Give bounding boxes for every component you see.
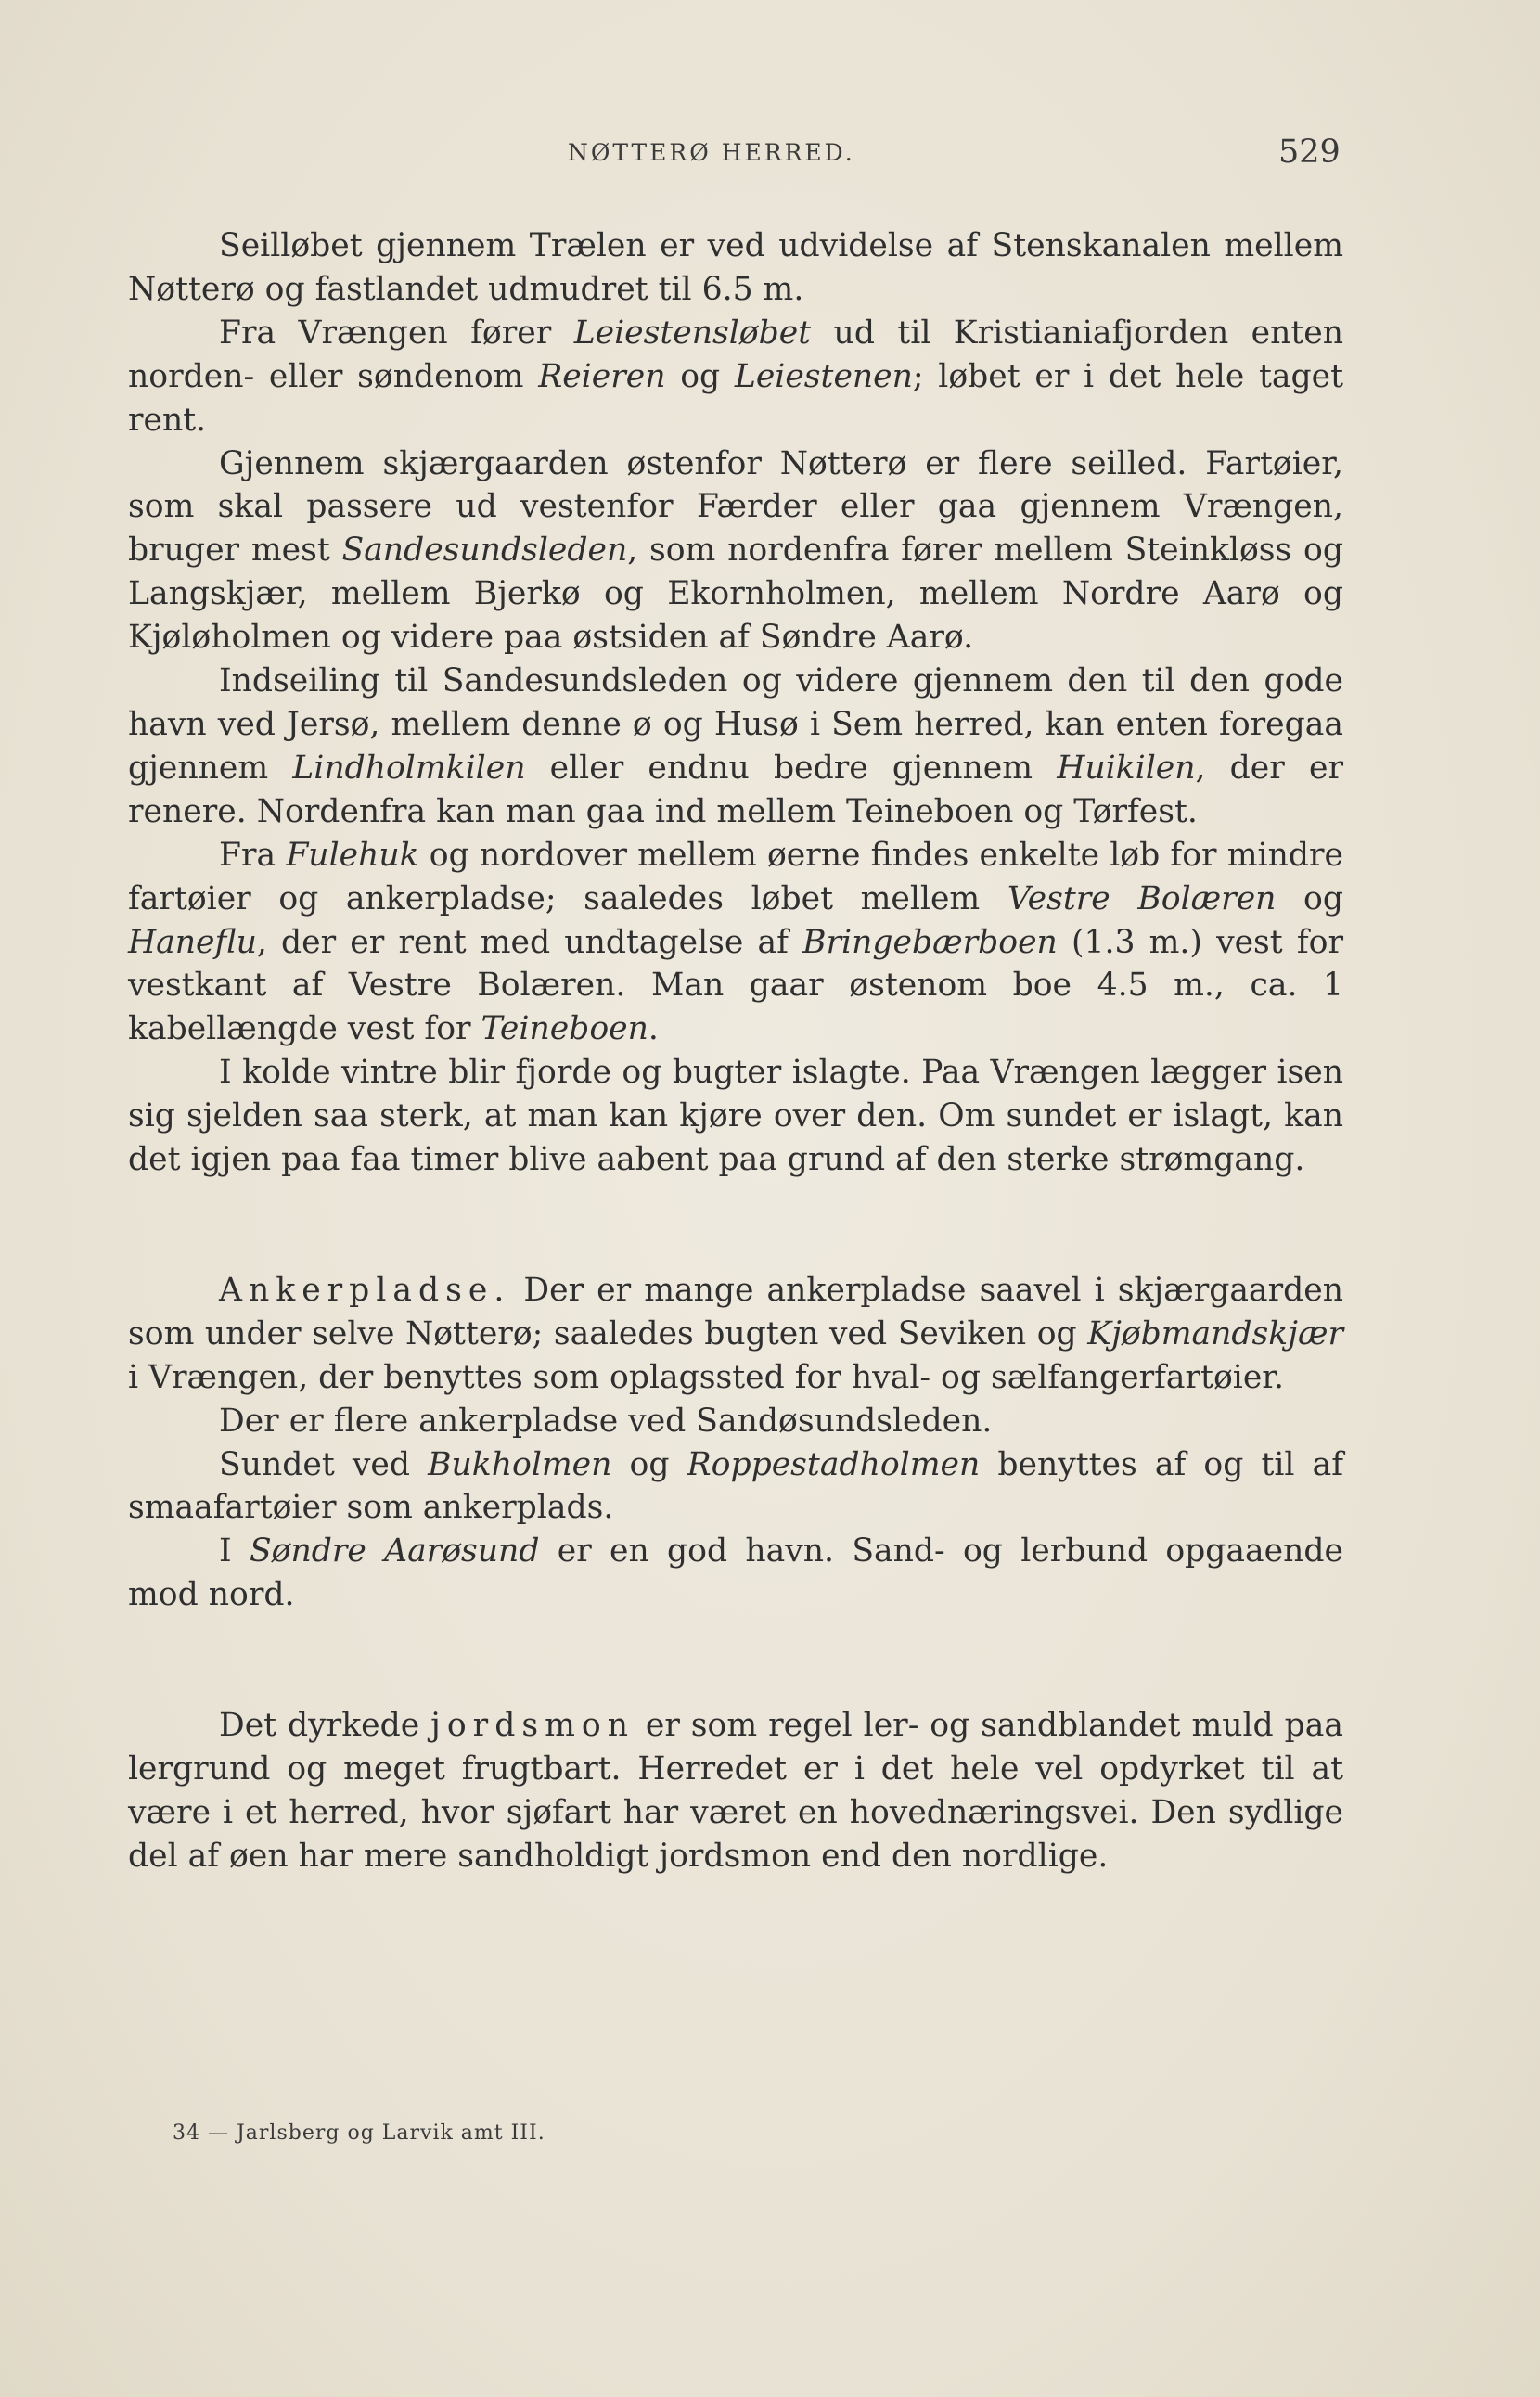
text-run: og <box>665 357 735 395</box>
body-text <box>128 224 1343 1878</box>
paragraph-bukholmen <box>128 1443 1343 1531</box>
section-keyword: jordsmon <box>430 1707 635 1745</box>
text-run: Indseiling til Sandesundsleden og videre gjennem den til den gode havn ved Jersø, mellem denne ø og Husø i Sem herred, kan enten foregaa gjennem <box>128 662 1343 787</box>
text-run: Det dyrkede <box>219 1707 431 1745</box>
text-run: og nordover mellem øerne findes enkelte løb for mindre fartøier og ankerpladse; saaledes løbet mellem <box>128 836 1343 917</box>
text-run: eller endnu bedre gjennem <box>525 749 1058 787</box>
paragraph-vraengen <box>128 312 1343 442</box>
text-run: I <box>219 1532 250 1570</box>
paragraph-sandoesund: Der er flere ankerpladse ved Sandøsundsleden. <box>219 1402 993 1440</box>
place-name: Leiestenen <box>734 357 913 395</box>
place-name: Kjøbmandskjær <box>1087 1314 1343 1352</box>
text-run: , der er rent med undtagelse af <box>256 923 803 961</box>
text-run: . <box>648 1010 659 1048</box>
place-name: Roppestadholmen <box>687 1445 981 1483</box>
text-run: ; løbet er i det hele taget rent. <box>128 357 1343 439</box>
text-run: Gjennem skjærgaarden østenfor Nøtterø er flere seilled. Fartøier, som skal passere ud vestenfor Færder eller gaa gjennem Vrængen, bruger mest <box>128 444 1343 570</box>
text-run: Fra Vrængen fører <box>219 314 574 352</box>
place-name: Leiestensløbet <box>573 314 812 352</box>
text-run: benyttes af og til af smaafartøier som ankerplads. <box>128 1445 1344 1527</box>
page-number: 529 <box>1278 134 1341 171</box>
text-run: og <box>611 1445 687 1483</box>
signature-footnote: 34 — Jarlsberg og Larvik amt III. <box>173 2121 545 2145</box>
text-run: er som regel ler- og sandblandet muld paa lergrund og meget frugtbart. Herredet er i det hele vel opdyrket til at være i et herred, hvor sjøfart har været en hovednæringsvei. Den sydlige del af øen har mere sandholdigt jordsmon end den nordlige. <box>128 1707 1343 1875</box>
place-name: Sandesundsleden <box>341 532 628 570</box>
place-name: Teineboen <box>481 1010 648 1048</box>
text-run: , som nordenfra fører mellem Steinkløss og Langskjær, mellem Bjerkø og Ekornholmen, mellem Nordre Aarø og Kjøløholmen og videre paa østsiden af Søndre Aarø. <box>128 532 1344 657</box>
paragraph-jordsmon <box>128 1704 1343 1878</box>
place-name: Bukholmen <box>428 1445 612 1483</box>
paragraph-skjaergaarden <box>128 442 1343 660</box>
paragraph-fulehuk <box>128 834 1343 1052</box>
text-run: , der er renere. Nordenfra kan man gaa ind mellem Teineboen og Tørfest. <box>128 749 1343 830</box>
paragraph-ankerpladse <box>128 1269 1343 1400</box>
paragraph-seilloebet: Seilløbet gjennem Trælen er ved udvidelse af Stenskanalen mellem Nøtterø og fastlandet udmudret til 6.5 m. <box>128 227 1343 308</box>
text-run: Der er mange ankerpladse saavel i skjærgaarden som under selve Nøtterø; saaledes bugten ved Seviken og <box>128 1271 1343 1352</box>
section-keyword: Ankerpladse. <box>219 1271 511 1309</box>
paragraph-aaroesund <box>128 1530 1343 1617</box>
place-name: Vestre Bolæren <box>1007 879 1277 917</box>
text-run: Fra <box>219 836 287 874</box>
text-run: Sundet ved <box>219 1445 429 1483</box>
place-name: Søndre Aarøsund <box>249 1532 540 1570</box>
text-run: (1.3 m.) vest for vestkant af Vestre Bolæren. Man gaar østenom boe 4.5 m., ca. 1 kabellængde vest for <box>128 923 1344 1048</box>
place-name: Fulehuk <box>286 836 419 874</box>
text-run: er en god havn. Sand- og lerbund opgaaende mod nord. <box>128 1532 1343 1614</box>
place-name: Lindholmkilen <box>292 749 526 787</box>
paragraph-vintre: I kolde vintre blir fjorde og bugter islagte. Paa Vrængen lægger isen sig sjelden saa sterk, at man kan kjøre over den. Om sundet er islagt, kan det igjen paa faa timer blive aabent paa grund af den sterke strømgang. <box>128 1054 1343 1179</box>
text-run: og <box>1276 879 1344 917</box>
running-title: NØTTERØ HERRED. <box>568 139 855 166</box>
paragraph-indseiling <box>128 660 1343 834</box>
text-run: i Vrængen, der benyttes som oplagssted for hval- og sælfangerfartøier. <box>128 1358 1285 1396</box>
running-header <box>0 134 1540 176</box>
place-name: Huikilen <box>1057 749 1196 787</box>
place-name: Haneflu <box>128 923 257 961</box>
text-run: ud til Kristianiafjorden enten norden- eller søndenom <box>128 314 1343 395</box>
place-name: Reieren <box>538 357 666 395</box>
place-name: Bringebærboen <box>802 923 1058 961</box>
